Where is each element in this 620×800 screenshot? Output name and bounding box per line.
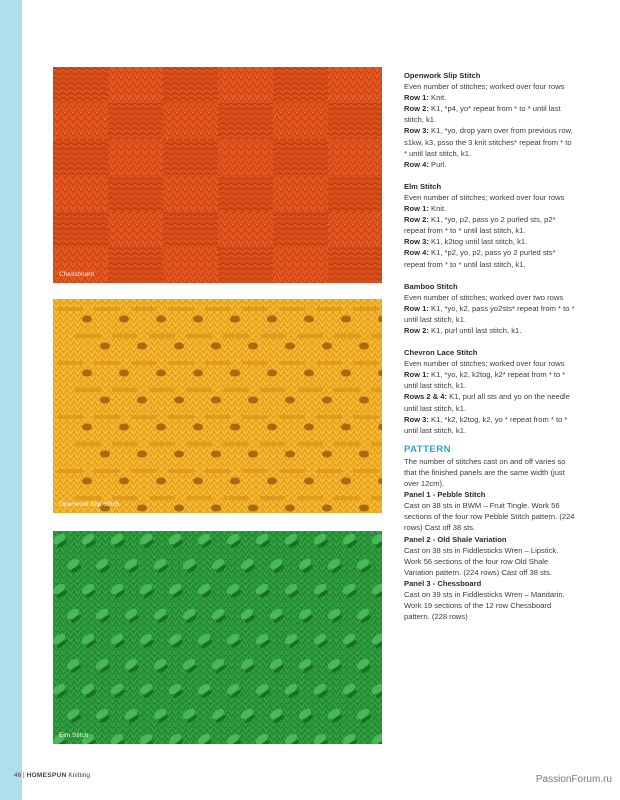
panel-text: Cast on 39 sts in Fiddlesticks Wren – Mandarin. Work 19 sections of the 12 row Chessboard pattern. (228 rows) (404, 590, 565, 622)
page-edge-strip (0, 0, 22, 800)
section-intro: Even number of stitches; worked over four rows (404, 359, 565, 369)
chessboard-swatch-photo (53, 67, 382, 283)
chevron-lace-stitch-section (404, 347, 576, 436)
swatch-caption: Elm Stitch (59, 732, 89, 739)
instructions-column (404, 70, 576, 633)
footer-separator: | (23, 772, 25, 779)
row-instruction: Row 1: K1, *yo, k2, pass yo2sts* repeat from * to * until last stitch, k1. (404, 303, 575, 324)
row-instruction: Row 3: K1, k2tog until last stitch, k1. (404, 237, 528, 247)
page-number: 46 (14, 772, 22, 779)
openwork-slip-stitch-section (404, 70, 576, 170)
section-title: Bamboo Stitch (404, 281, 458, 291)
magazine-name: Knitting (68, 772, 91, 779)
pattern-intro: The number of stitches cast on and off varies so that the finished panels are the same width (just over 12cm). (404, 456, 566, 489)
panel-title: Panel 2 - Old Shale Variation (404, 534, 507, 544)
elm-swatch-photo (53, 531, 382, 744)
row-instruction: Row 2: K1, purl until last stitch, k1. (404, 325, 522, 335)
section-title: Chevron Lace Stitch (404, 348, 478, 358)
row-instruction: Row 3: K1, *k2, k2tog, k2, yo * repeat from * to * until last stitch, k1. (404, 414, 568, 435)
swatch-caption: Openwork Slip Stitch (59, 501, 120, 508)
magazine-brand: HOMESPUN (26, 772, 67, 779)
row-instruction: Row 4: Purl. (404, 159, 447, 169)
panel-text: Cast on 38 sts in Fiddlesticks Wren – Lipstick. Work 56 sections of the four row Old Shale Variation pattern. (224 rows) Cast off 38 sts. (404, 545, 559, 577)
openwork-swatch-photo (53, 299, 382, 513)
panel-text: Cast on 38 sts in BWM – Fruit Tingle. Work 56 sections of the four row Pebble Stitch pattern. (224 rows) Cast off 38 sts. (404, 501, 575, 533)
openwork-knit-texture (53, 299, 382, 513)
row-instruction: Row 1: Knit. (404, 204, 447, 214)
section-intro: Even number of stitches; worked over two rows (404, 292, 564, 302)
chessboard-knit-texture (53, 67, 382, 283)
site-watermark: PassionForum.ru (535, 774, 612, 785)
row-instruction: Rows 2 & 4: K1, purl all sts and yo on the needle until last stitch, k1. (404, 392, 570, 413)
row-instruction: Row 2: K1, *yo, p2, pass yo 2 purled sts, p2* repeat from * to * until last stitch, k1. (404, 215, 556, 236)
panel-title: Panel 1 - Pebble Stitch (404, 490, 486, 500)
panel-title: Panel 3 - Chessboard (404, 578, 482, 588)
pattern-section (404, 444, 576, 623)
elm-stitch-section (404, 181, 576, 270)
row-instruction: Row 1: Knit. (404, 93, 447, 103)
row-instruction: Row 2: K1, *p4, yo* repeat from * to * until last stitch, k1. (404, 104, 561, 125)
section-title: Elm Stitch (404, 181, 442, 191)
row-instruction: Row 1: K1, *yo, k2, k2tog, k2* repeat from * to * until last stitch, k1. (404, 370, 566, 391)
elm-knit-texture (53, 531, 382, 744)
pattern-heading: PATTERN (404, 443, 451, 455)
row-instruction: Row 3: K1, *yo, drop yarn over from previous row, s1kw, k3, psso the 3 knit stitches* repeat from * to * until last stitch, k1. (404, 126, 573, 158)
section-title: Openwork Slip Stitch (404, 71, 481, 80)
section-intro: Even number of stitches; worked over four rows (404, 192, 565, 202)
bamboo-stitch-section (404, 281, 576, 336)
section-intro: Even number of stitches; worked over four rows (404, 82, 565, 92)
page-footer (14, 772, 90, 779)
row-instruction: Row 4: K1, *p2, yo, p2, pass yo 2 purled sts* repeat from * to * until last stitch, k1. (404, 248, 556, 269)
swatch-caption: Chessboard (59, 271, 95, 278)
